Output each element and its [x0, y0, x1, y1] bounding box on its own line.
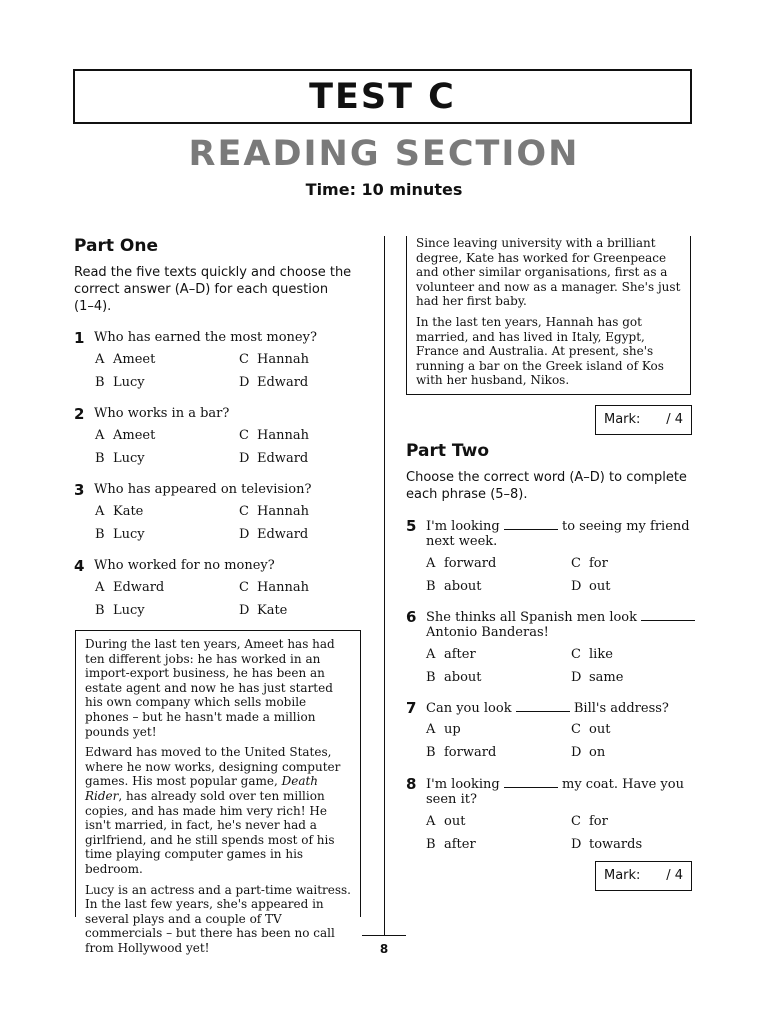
answer-blank[interactable]: [504, 776, 558, 788]
q4-option-a[interactable]: A Edward: [95, 580, 165, 595]
test-title-box: [73, 69, 692, 124]
q1-option-a[interactable]: A Ameet: [95, 352, 156, 367]
q2-option-a[interactable]: A Ameet: [95, 428, 156, 443]
part-two-heading: Part Two: [406, 441, 490, 461]
footer-rule: [362, 935, 406, 936]
q1-option-d[interactable]: D Edward: [239, 375, 309, 390]
q8-option-d[interactable]: D towards: [571, 837, 643, 852]
q2-option-d[interactable]: D Edward: [239, 451, 309, 466]
time-limit: Time: 10 minutes: [305, 180, 463, 199]
text-kate: Since leaving university with a brilliant degree, Kate has worked for Greenpeace and other similar organisations, first as a volunteer and now as a manager. She's just had her first baby.: [416, 236, 681, 309]
part-one-mark-box: Mark: / 4: [595, 405, 692, 435]
text-lucy: Lucy is an actress and a part-time waitress. In the last few years, she's appeared in several plays and a couple of TV commercials – but there has been no call from Hollywood yet!: [85, 882, 351, 955]
q7-option-a[interactable]: A up: [426, 722, 461, 737]
q4-option-c[interactable]: C Hannah: [239, 580, 309, 595]
reading-texts-box-left: [75, 630, 361, 955]
q5-option-b[interactable]: B about: [426, 579, 482, 594]
answer-blank[interactable]: [504, 518, 558, 530]
q3-option-a[interactable]: A Kate: [95, 504, 144, 519]
text-ameet: During the last ten years, Ameet has had ten different jobs: he has worked in an import-export business, he has been an estate agent and now he has just started his own company which sells mobile phones – but he hasn't made a million pounds yet!: [85, 637, 335, 739]
column-divider: [384, 236, 385, 936]
q8-option-a[interactable]: A out: [426, 814, 466, 829]
reading-texts-box-right: [406, 236, 691, 395]
q5-option-d[interactable]: D out: [571, 579, 611, 594]
q3-option-b[interactable]: B Lucy: [95, 527, 145, 542]
q3-option-c[interactable]: C Hannah: [239, 504, 309, 519]
q5-option-a[interactable]: A forward: [426, 556, 497, 571]
part-two-instructions: Choose the correct word (A–D) to complete each phrase (5–8).: [406, 470, 687, 502]
page-number: 8: [379, 942, 389, 956]
q4-option-b[interactable]: B Lucy: [95, 603, 145, 618]
text-hannah: In the last ten years, Hannah has got married, and has lived in Italy, Egypt, France and Australia. At present, she's running a bar on the Greek island of Kos with her husband, Nikos.: [416, 314, 664, 388]
q2-option-b[interactable]: B Lucy: [95, 451, 145, 466]
q6-option-d[interactable]: D same: [571, 670, 624, 685]
test-title: TEST C: [309, 77, 456, 117]
text-edward: Edward has moved to the United States, where he now works, designing computer games. His most popular game, Death Rider, has already sold over ten million copies, and has made him very rich! He isn't married, in fact, he's never had a girlfriend, and he still spends most of his time playing computer games in his bedroom.: [85, 745, 341, 876]
q7-option-b[interactable]: B forward: [426, 745, 497, 760]
part-one-instructions: Read the five texts quickly and choose the correct answer (A–D) for each question (1–4).: [74, 265, 352, 314]
q6-option-b[interactable]: B about: [426, 670, 482, 685]
section-title: READING SECTION: [188, 134, 580, 174]
q7-option-d[interactable]: D on: [571, 745, 606, 760]
q1-option-b[interactable]: B Lucy: [95, 375, 145, 390]
answer-blank[interactable]: [641, 609, 695, 621]
q8-option-b[interactable]: B after: [426, 837, 476, 852]
q8-option-c[interactable]: C for: [571, 814, 608, 829]
q1-option-c[interactable]: C Hannah: [239, 352, 309, 367]
q5-option-c[interactable]: C for: [571, 556, 608, 571]
answer-blank[interactable]: [516, 700, 570, 712]
q7-option-c[interactable]: C out: [571, 722, 611, 737]
q6-option-c[interactable]: C like: [571, 647, 613, 662]
q2-option-c[interactable]: C Hannah: [239, 428, 309, 443]
part-two-mark-box: Mark: / 4: [595, 861, 692, 891]
part-one-heading: Part One: [74, 236, 158, 256]
q6-option-a[interactable]: A after: [426, 647, 476, 662]
q4-option-d[interactable]: D Kate: [239, 603, 288, 618]
q3-option-d[interactable]: D Edward: [239, 527, 309, 542]
